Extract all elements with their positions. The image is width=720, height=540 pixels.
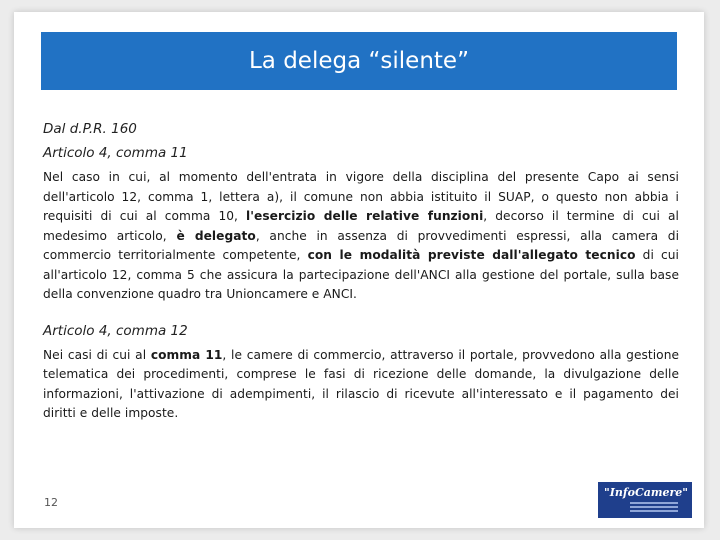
section1-heading: Articolo 4, comma 11 bbox=[43, 145, 188, 161]
logo-tagline-lines bbox=[630, 502, 692, 514]
text-segment: Nel caso in cui, al momento dell'entrata in vigore della disciplina del presente Capo ai sensi dell'articolo 12, comma 1, lettera a), il comune non abbia istituito il SUAP, o questo non abbia i requisiti di cui al comma 10, bbox=[43, 170, 679, 223]
text-segment: , anche in assenza di provvedimenti espressi, alla camera di commercio territorialmente competente, bbox=[43, 228, 680, 262]
text-segment: Nei casi di cui al bbox=[43, 347, 151, 362]
logo-text: "InfoCamere" bbox=[604, 486, 688, 499]
section2-paragraph bbox=[43, 346, 679, 424]
text-segment: , decorso il termine di cui al medesimo articolo, bbox=[43, 209, 679, 243]
text-segment: di cui all'articolo 12, comma 5 che assicura la partecipazione dell'ANCI alla gestione del portale, sulla base della convenzione quadro tra Unioncamere e ANCI. bbox=[43, 248, 679, 301]
section1-paragraph bbox=[43, 168, 679, 305]
emphasis-segment: comma 11 bbox=[150, 347, 223, 362]
source-reference: Dal d.P.R. 160 bbox=[43, 121, 137, 137]
page-number: 12 bbox=[44, 496, 58, 509]
title-bar bbox=[41, 32, 677, 90]
emphasis-segment: è delegato bbox=[176, 228, 256, 243]
slide bbox=[14, 12, 704, 528]
emphasis-segment: l'esercizio delle relative funzioni bbox=[246, 209, 484, 223]
text-segment: , le camere di commercio, attraverso il portale, provvedono alla gestione telematica dei procedimenti, comprese le fasi di ricezione delle domande, la divulgazione delle informazioni, l'attivazione di adempimenti, il rilascio di ricevute all'interessato e il pagamento dei diritti e delle imposte. bbox=[43, 347, 680, 420]
infocamere-logo bbox=[598, 482, 692, 518]
slide-content bbox=[43, 120, 679, 424]
emphasis-segment: con le modalità previste dall'allegato tecnico bbox=[307, 248, 636, 262]
slide-title: La delega “silente” bbox=[248, 48, 469, 74]
section2-heading: Articolo 4, comma 12 bbox=[43, 322, 188, 339]
